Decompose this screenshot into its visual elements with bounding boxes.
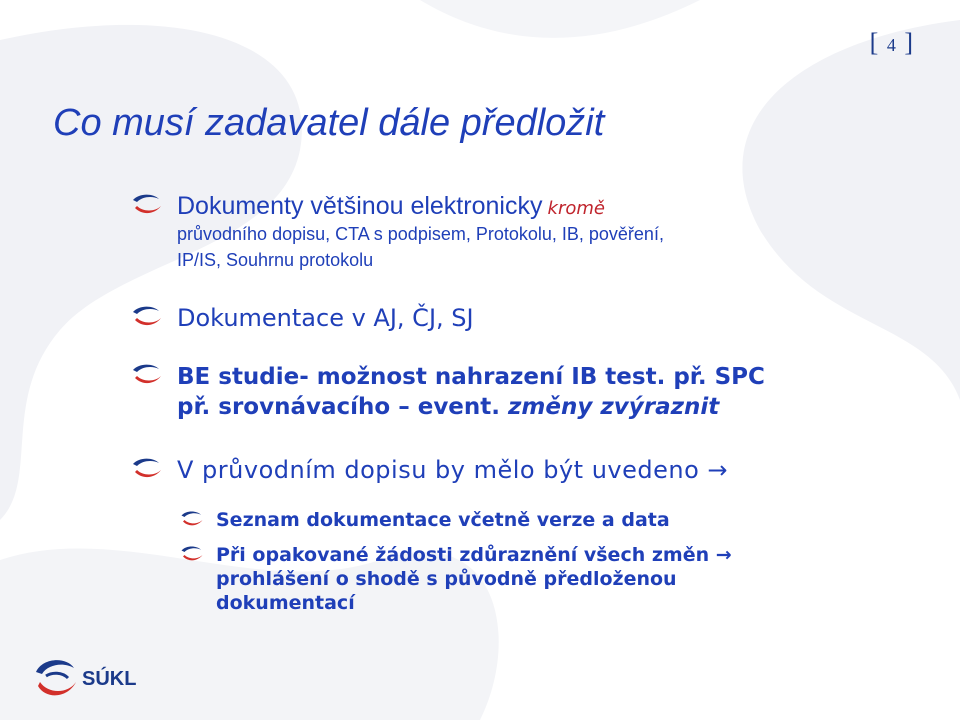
swoosh-bullet-icon [180, 546, 204, 561]
bullet-text: Dokumentace v AJ, ČJ, SJ [177, 304, 474, 332]
bullet-text: BE studie- možnost nahrazení IB test. př. SPC př. srovnávacího – event. změny zvýraznit [177, 364, 765, 420]
swoosh-bullet-icon [131, 458, 163, 478]
slide-title: Co musí zadavatel dále předložit [53, 102, 605, 144]
highlight-text: kromě [547, 198, 605, 219]
bullet-text: V průvodním dopisu by mělo být uvedeno → [177, 456, 729, 484]
swoosh-bullet-icon [131, 194, 163, 214]
swoosh-bullet-icon [131, 306, 163, 326]
subbullet-text: Seznam dokumentace včetně verze a data [216, 509, 670, 531]
logo-text: SÚKL [82, 668, 137, 690]
sukl-logo [32, 654, 156, 700]
subbullet-text: Při opakované žádosti zdůraznění všech změn → prohlášení o shodě s původně předloženou dokumentací [216, 544, 732, 614]
swoosh-bullet-icon [131, 364, 163, 384]
bullet-text: Dokumenty většinou elektronicky kromě průvodního dopisu, CTA s podpisem, Protokolu, IB, pověření, IP/IS, Souhrnu protokolu [177, 192, 664, 270]
swoosh-bullet-icon [180, 511, 204, 526]
page-number: [ 4 ] [869, 28, 914, 57]
